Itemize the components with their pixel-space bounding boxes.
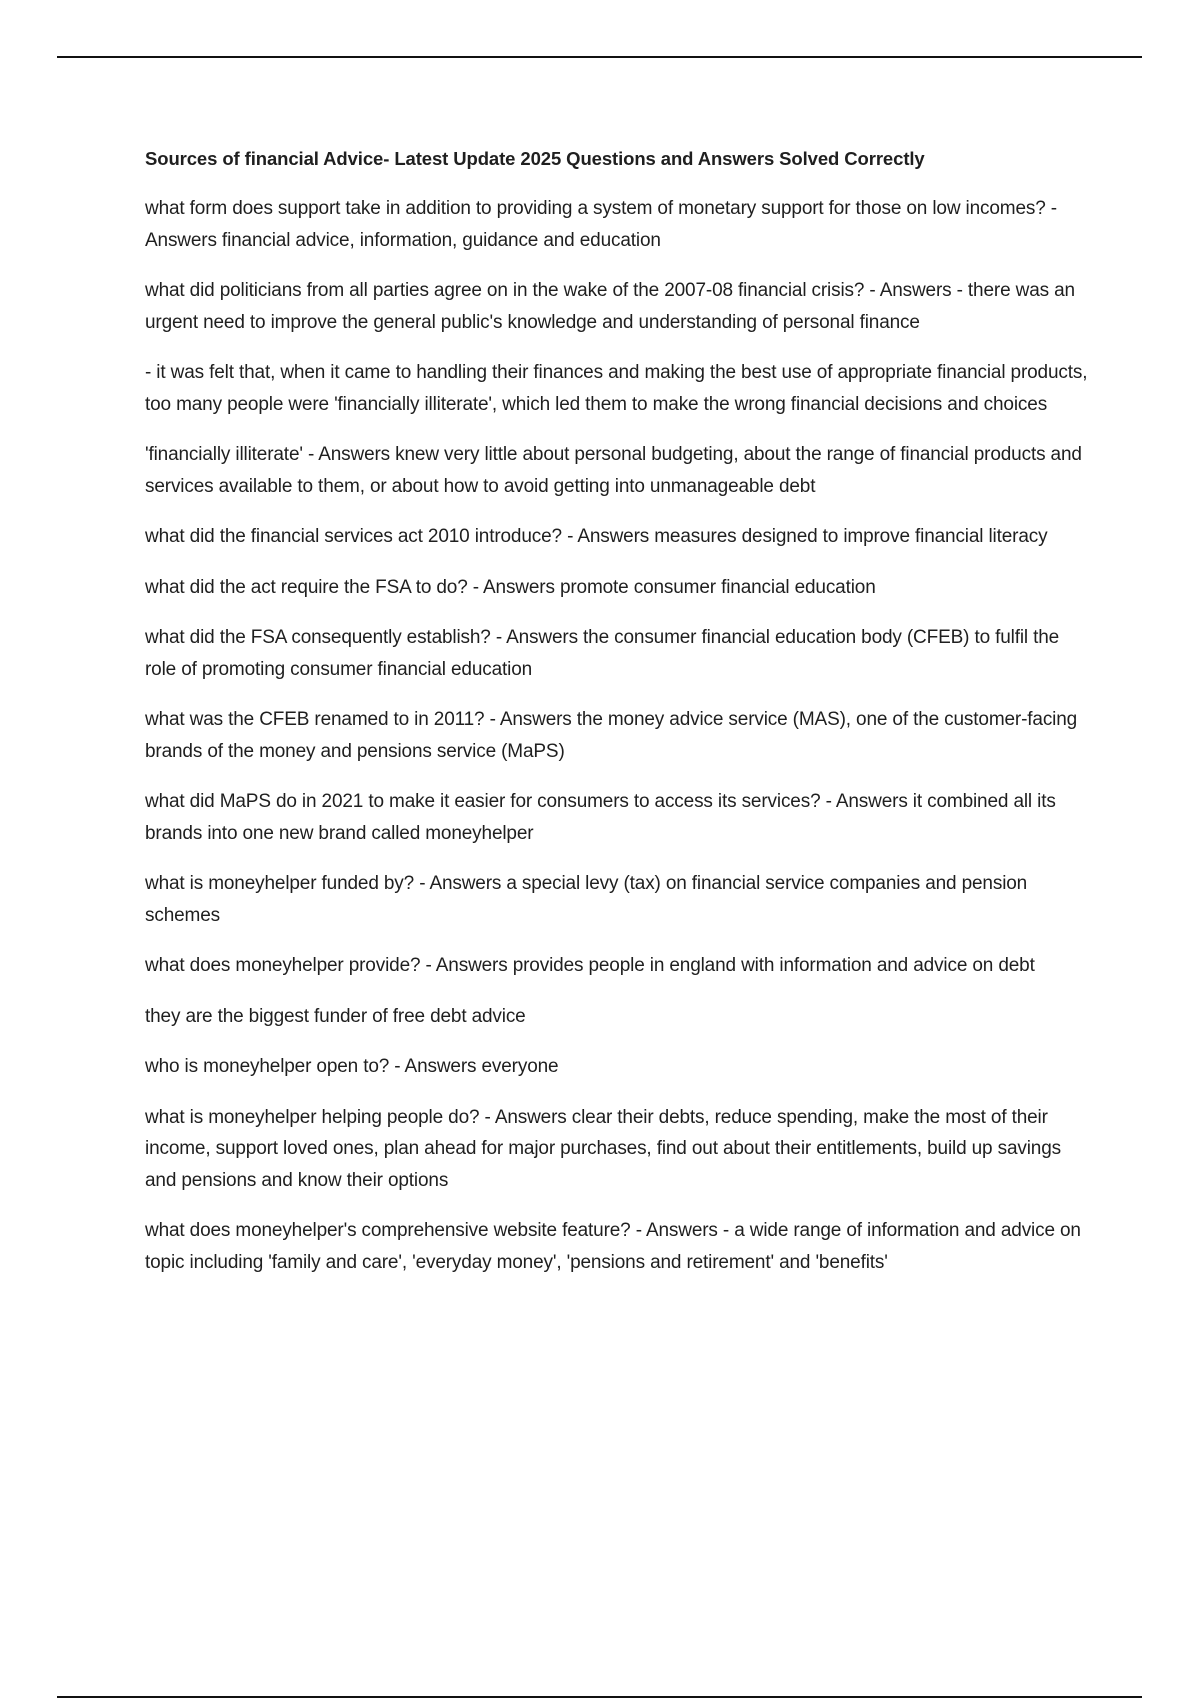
qa-paragraph: what did the FSA consequently establish? - Answers the consumer financial education body (CFEB) to fulfil the role of promoting consumer financial education: [145, 627, 1060, 680]
qa-paragraph: they are the biggest funder of free debt advice: [145, 1005, 526, 1027]
qa-paragraph: what did the financial services act 2010 introduce? - Answers measures designed to improve financial literacy: [145, 526, 1048, 547]
document-body: [145, 143, 1090, 1297]
qa-paragraph: 'financially illiterate' - Answers knew very little about personal budgeting, about the range of financial products and services available to them, or about how to avoid getting into unmanageable debt: [145, 444, 1082, 497]
qa-paragraph: what does moneyhelper provide? - Answers provides people in england with information and advice on debt: [145, 955, 1035, 976]
footer-rule: [57, 1696, 1142, 1698]
qa-paragraph: what does moneyhelper's comprehensive website feature? - Answers - a wide range of information and advice on topic including 'family and care', 'everyday money', 'pensions and retirement' and 'benefits': [145, 1220, 1081, 1273]
qa-paragraph: what is moneyhelper funded by? - Answers a special levy (tax) on financial service companies and pension schemes: [145, 873, 1028, 926]
header-rule: [57, 56, 1142, 58]
document-title: Sources of financial Advice- Latest Update 2025 Questions and Answers Solved Correctly: [145, 148, 925, 169]
qa-paragraph: who is moneyhelper open to? - Answers everyone: [145, 1056, 559, 1077]
qa-paragraph: - it was felt that, when it came to handling their finances and making the best use of appropriate financial products, too many people were 'financially illiterate', which led them to make the wrong financial decisions and choices: [145, 362, 1088, 415]
qa-paragraph: what did the act require the FSA to do? - Answers promote consumer financial education: [145, 576, 876, 598]
qa-paragraph: what was the CFEB renamed to in 2011? - Answers the money advice service (MAS), one of the customer-facing brands of the money and pensions service (MaPS): [145, 709, 1078, 762]
qa-paragraph: what did politicians from all parties agree on in the wake of the 2007-08 financial crisis? - Answers - there was an urgent need to improve the general public's knowledge and understanding of personal finance: [145, 280, 1075, 333]
qa-paragraph: what form does support take in addition to providing a system of monetary support for those on low incomes? - Answers financial advice, information, guidance and education: [145, 198, 1057, 251]
qa-paragraph: what is moneyhelper helping people do? - Answers clear their debts, reduce spending, make the most of their income, support loved ones, plan ahead for major purchases, find out about their entitlements, build up savings and pensions and know their options: [145, 1106, 1061, 1191]
qa-paragraph: what did MaPS do in 2021 to make it easier for consumers to access its services? - Answers it combined all its brands into one new brand called moneyhelper: [145, 791, 1056, 844]
